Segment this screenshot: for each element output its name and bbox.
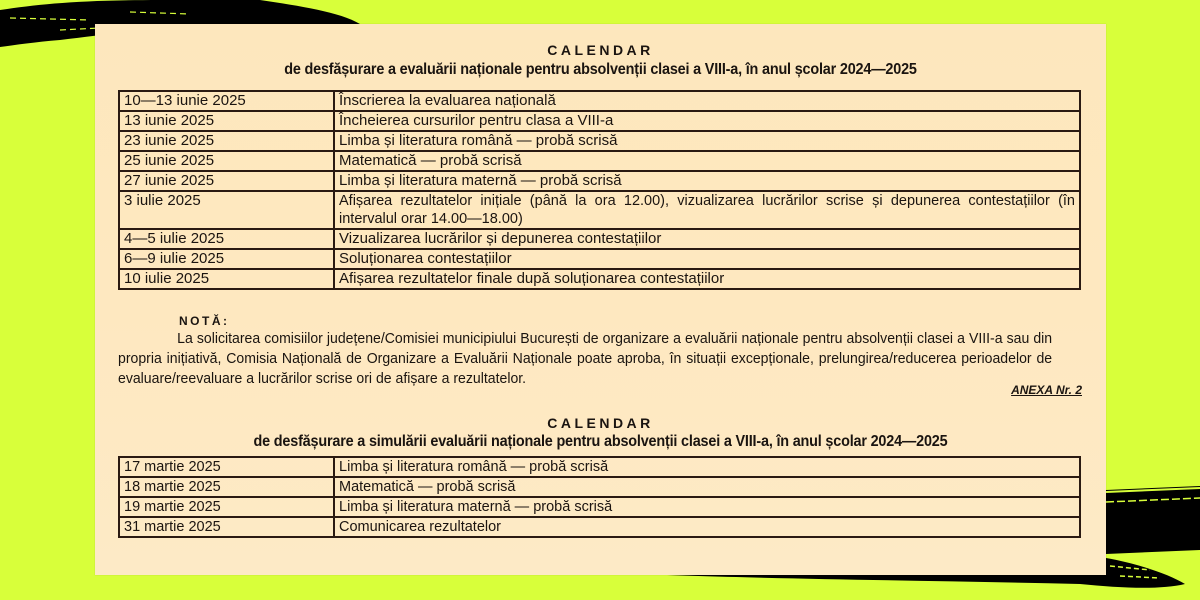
row-date: 19 martie 2025 — [119, 497, 334, 517]
row-event: Încheierea cursurilor pentru clasa a VIII-a — [334, 111, 1080, 131]
row-date: 10 iulie 2025 — [119, 269, 334, 289]
note-label: NOTĂ: — [179, 314, 230, 328]
table-row — [119, 111, 1080, 131]
calendar1-subtitle: de desfășurare a evaluării naționale pentru absolvenții clasei a VIII-a, în anul școlar 2024—2025 — [284, 61, 917, 78]
calendar1-table — [118, 90, 1081, 290]
table-row — [119, 191, 1080, 229]
row-event: Limba și literatura maternă — probă scrisă — [334, 497, 1080, 517]
row-event: Afișarea rezultatelor inițiale (până la ora 12.00), vizualizarea lucrărilor scrise și depunerea contestațiilor (în intervalul orar 14.00—18.00) — [334, 191, 1080, 229]
row-date: 23 iunie 2025 — [119, 131, 334, 151]
row-date: 10—13 iunie 2025 — [119, 91, 334, 111]
row-event: Matematică — probă scrisă — [334, 477, 1080, 497]
table-row — [119, 229, 1080, 249]
row-date: 17 martie 2025 — [119, 457, 334, 477]
row-date: 31 martie 2025 — [119, 517, 334, 537]
row-date: 25 iunie 2025 — [119, 151, 334, 171]
row-date: 6—9 iulie 2025 — [119, 249, 334, 269]
row-date: 4—5 iulie 2025 — [119, 229, 334, 249]
document-paper — [95, 24, 1106, 575]
table-row — [119, 131, 1080, 151]
row-event: Vizualizarea lucrărilor și depunerea contestațiilor — [334, 229, 1080, 249]
row-event: Afișarea rezultatelor finale după soluționarea contestațiilor — [334, 269, 1080, 289]
table-row — [119, 269, 1080, 289]
row-event: Comunicarea rezultatelor — [334, 517, 1080, 537]
row-event: Soluționarea contestațiilor — [334, 249, 1080, 269]
row-event: Matematică — probă scrisă — [334, 151, 1080, 171]
row-event: Limba și literatura maternă — probă scrisă — [334, 171, 1080, 191]
note-text: La solicitarea comisiilor județene/Comisiei municipiului București de organizare a evaluării naționale pentru absolvenții clasei a VIII-a sau din propria inițiativă, Comisia Națională de Organizare a Evaluării Naționale poate aproba, în situații excepționale, prelungirea/reducerea perioadelor de evaluare/reevaluare a lucrărilor scrise ori de afișare a rezultatelor. — [118, 331, 1053, 387]
calendar2-table — [118, 456, 1081, 538]
annex-label: ANEXA Nr. 2 — [1011, 383, 1082, 397]
table-row — [119, 497, 1080, 517]
table-row — [119, 517, 1080, 537]
row-date: 18 martie 2025 — [119, 477, 334, 497]
table-row — [119, 477, 1080, 497]
row-event: Limba și literatura română — probă scrisă — [334, 131, 1080, 151]
table-row — [119, 171, 1080, 191]
table-row — [119, 91, 1080, 111]
row-date: 13 iunie 2025 — [119, 111, 334, 131]
calendar1-title: CALENDAR — [547, 42, 654, 58]
calendar2-title: CALENDAR — [547, 415, 654, 431]
row-date: 3 iulie 2025 — [119, 191, 334, 229]
row-event: Limba și literatura română — probă scrisă — [334, 457, 1080, 477]
calendar2-subtitle: de desfășurare a simulării evaluării naționale pentru absolvenții clasei a VIII-a, în anul școlar 2024—2025 — [253, 433, 948, 450]
table-row — [119, 457, 1080, 477]
table-row — [119, 151, 1080, 171]
row-date: 27 iunie 2025 — [119, 171, 334, 191]
table-row — [119, 249, 1080, 269]
row-event: Înscrierea la evaluarea națională — [334, 91, 1080, 111]
